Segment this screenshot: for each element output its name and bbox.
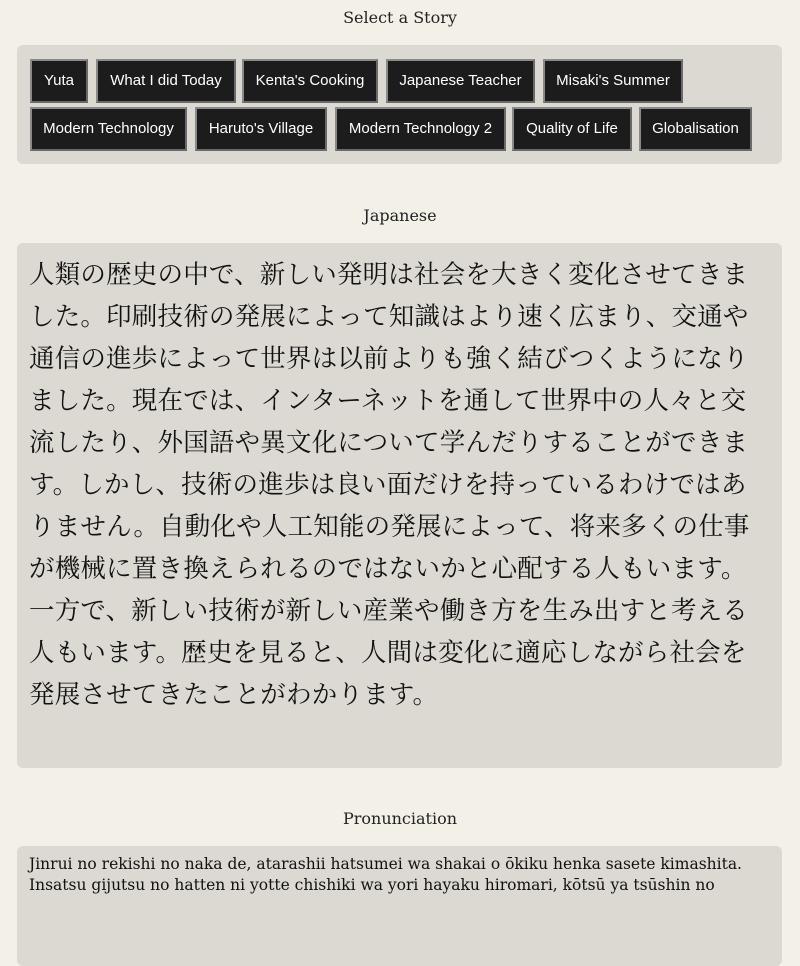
story-button-quality-of-life[interactable]: Quality of Life [512, 107, 632, 151]
story-selector-panel [17, 45, 782, 164]
pronunciation-title: Pronunciation [342, 809, 458, 828]
select-story-title: Select a Story [343, 8, 457, 27]
story-button-harutos-village[interactable]: Haruto's Village [195, 107, 327, 151]
story-button-misakis-summer[interactable]: Misaki's Summer [543, 59, 683, 103]
japanese-text-panel [17, 243, 782, 768]
story-button-modern-technology[interactable]: Modern Technology [30, 107, 187, 151]
story-button-japanese-teacher[interactable]: Japanese Teacher [386, 59, 535, 103]
story-button-what-i-did-today[interactable]: What I did Today [96, 59, 236, 103]
story-button-modern-technology-2[interactable]: Modern Technology 2 [335, 107, 506, 151]
story-button-yuta[interactable]: Yuta [30, 59, 88, 103]
pronunciation-text-panel [17, 846, 782, 966]
story-button-kentas-cooking[interactable]: Kenta's Cooking [242, 59, 378, 103]
pronunciation-story-text: Jinrui no rekishi no naka de, atarashii hatsumei wa shakai o ōkiku henka sasete kimashita. Insatsu gijutsu no hatten ni yotte chishiki wa yori hayaku hiromari, kōtsū ya tsūshin no [29, 855, 742, 894]
japanese-story-text: 人類の歴史の中で、新しい発明は社会を大きく変化させてきました。印刷技術の発展によって知識はより速く広まり、交通や通信の進歩によって世界は以前よりも強く結びつくようになりました。現在では、インターネットを通して世界中の人々と交流したり、外国語や異文化について学んだりすることができます。しかし、技術の進歩は良い面だけを持っているわけではありません。自動化や人工知能の発展によって、将来多くの仕事が機械に置き換えられるのではないかと心配する人もいます。一方で、新しい技術が新しい産業や働き方を生み出すと考える人もいます。歴史を見ると、人間は変化に適応しながら社会を発展させてきたことがわかります。 [29, 260, 750, 710]
japanese-title: Japanese [363, 206, 437, 225]
story-button-globalisation[interactable]: Globalisation [639, 107, 752, 151]
